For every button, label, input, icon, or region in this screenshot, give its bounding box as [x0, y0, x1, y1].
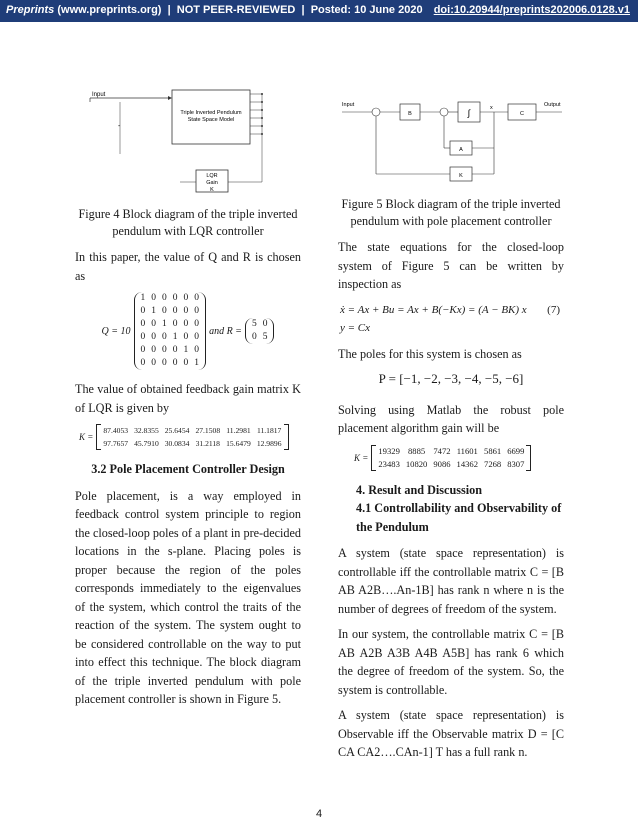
- q-matrix-cell: 0: [172, 345, 178, 355]
- figure-5-diagram: [340, 98, 564, 188]
- banner-left: Preprints (www.preprints.org) | NOT PEER-REVIEWED | Posted: 10 June 2020: [6, 4, 423, 16]
- q-matrix-cell: 1: [162, 319, 167, 329]
- lqr-gain-text: The value of obtained feedback gain matrix K of LQR is given by: [75, 382, 301, 415]
- summing-junction-2: [440, 108, 448, 116]
- pole-placement-k-matrix-cell: 10820: [405, 458, 428, 469]
- pole-placement-k-matrix-cell: 14362: [456, 458, 479, 469]
- lqr-k-matrix: [96, 424, 288, 450]
- pole-placement-k-matrix-cell: 9086: [433, 458, 451, 469]
- lqr-k-matrix-cell: 15.6479: [226, 439, 251, 448]
- preprints-label: Preprints: [6, 4, 55, 16]
- page-number: 4: [315, 808, 323, 820]
- q-matrix-cell: 0: [172, 293, 178, 303]
- q-matrix-cell: 0: [151, 332, 157, 342]
- k-label: K: [459, 173, 463, 179]
- section-4-heading: 4. Result and Discussion: [356, 482, 482, 497]
- pole-placement-k-matrix-cell: 11601: [456, 445, 478, 456]
- and-r-label: and R =: [209, 325, 242, 337]
- pole-placement-k-matrix: [371, 445, 531, 471]
- posted-date: Posted: 10 June 2020: [310, 4, 423, 16]
- lqr-label-3: K: [210, 187, 214, 193]
- pole-placement-k-matrix-cell: 6699: [507, 445, 525, 456]
- left-column: [75, 206, 301, 716]
- q-matrix-cell: 0: [151, 358, 157, 368]
- lqr-k-matrix-cell: 25.6454: [164, 426, 190, 435]
- q-matrix-cell: 0: [183, 319, 189, 329]
- lqr-k-equation: [79, 424, 301, 450]
- state-equation-1: ẋ = Ax + Bu = Ax + B(−Kx) = (A − BK) x: [340, 303, 527, 316]
- r-matrix: [245, 318, 275, 344]
- figure-5-caption: Figure 5 Block diagram of the triple inverted pendulum with pole placement controller: [341, 197, 561, 228]
- q-matrix-cell: 0: [183, 358, 189, 368]
- state-equations: [338, 301, 564, 339]
- q-matrix-cell: 0: [194, 345, 200, 355]
- lqr-k-matrix-cell: 97.7657: [103, 439, 129, 448]
- pole-placement-k-matrix-cell: 7268: [484, 458, 502, 469]
- q-r-intro: In this paper, the value of Q and R is chosen as: [75, 250, 301, 283]
- lqr-k-matrix-cell: 87.4053: [103, 426, 129, 435]
- preprints-site-link[interactable]: (www.preprints.org): [57, 4, 162, 16]
- q-matrix: [134, 292, 207, 370]
- figure-4-diagram: [80, 86, 280, 196]
- pole-placement-k-matrix-cell: 7472: [433, 445, 451, 456]
- section-3-2-heading: 3.2 Pole Placement Controller Design: [91, 462, 285, 476]
- b-label: B: [408, 111, 412, 117]
- poles-intro: The poles for this system is chosen as: [338, 346, 522, 361]
- q-matrix-cell: 0: [162, 358, 167, 368]
- lqr-k-matrix-cell: 31.2118: [195, 439, 220, 448]
- q-matrix-cell: 0: [183, 293, 189, 303]
- lqr-k-matrix-cell: 12.9896: [256, 439, 282, 448]
- pole-placement-k-matrix-cell: 5861: [484, 445, 502, 456]
- system-controllable-paragraph: In our system, the controllable matrix C = [B AB A2B A3B A4B A5B] has rank 6 which the degree of freedom of the system. So, the system is controllable.: [338, 627, 564, 697]
- preprint-banner: [0, 0, 638, 22]
- q-matrix-cell: 0: [162, 293, 167, 303]
- q-matrix-cell: 0: [172, 306, 178, 316]
- pole-placement-k-matrix-cell: 8307: [507, 458, 525, 469]
- q-matrix-cell: 0: [140, 358, 146, 368]
- fig5-output-label: Output: [544, 102, 561, 108]
- q-matrix-cell: 1: [194, 358, 200, 368]
- x-label: x: [490, 105, 493, 111]
- q-matrix-cell: 0: [183, 332, 189, 342]
- model-label-1: Triple Inverted Pendulum: [180, 110, 242, 116]
- q-matrix-cell: 1: [140, 293, 146, 303]
- pole-placement-paragraph: Pole placement, is a way employed in feedback control system principle to region the closed-loop poles of a plant in pre-decided locations in the s-plane. Placing poles is proper because the region of the poles corresponds immediately to the eigenvalues of the system, which control the traits of the reaction of the system. The system ought to be considered controllable on the way to put into effect this technique. The block diagram of the triple inverted pendulum with pole placement controller is shown in Figure 5.: [75, 488, 301, 706]
- equation-number: (7): [547, 303, 560, 316]
- fig4-input-label: Input: [92, 92, 106, 98]
- right-column: [338, 196, 564, 769]
- lqr-k-matrix-cell: 11.1817: [256, 426, 282, 435]
- q-matrix-cell: 0: [151, 293, 157, 303]
- q-matrix-cell: 0: [194, 293, 200, 303]
- section-4-1-heading: 4.1 Controllability and Observability of the Pendulum: [356, 501, 562, 534]
- q-matrix-cell: 0: [140, 306, 146, 316]
- q-matrix-cell: 0: [162, 306, 167, 316]
- q-matrix-cell: 0: [183, 306, 189, 316]
- summing-junction-1: [372, 108, 380, 116]
- q-prefix: Q = 10: [101, 325, 131, 337]
- state-eq-intro: The state equations for the closed-loop system of Figure 5 can be written by inspection as: [338, 240, 564, 291]
- q-matrix-cell: 0: [172, 319, 178, 329]
- r-matrix-cell: 0: [262, 319, 268, 329]
- lqr-k-matrix-cell: 11.2981: [226, 426, 251, 435]
- k-prefix-2: K =: [354, 452, 369, 463]
- figure-4-caption: Figure 4 Block diagram of the triple inverted pendulum with LQR controller: [78, 207, 298, 238]
- r-matrix-cell: 5: [251, 319, 257, 329]
- q-r-equation: [75, 292, 301, 370]
- pole-placement-k-matrix-cell: 23483: [378, 458, 400, 469]
- fig4-minus: -: [118, 123, 121, 130]
- r-matrix-cell: 0: [251, 332, 257, 342]
- q-matrix-cell: 0: [151, 345, 157, 355]
- q-matrix-cell: 0: [194, 306, 200, 316]
- pole-placement-k-matrix-cell: 19329: [378, 445, 400, 456]
- q-matrix-cell: 0: [140, 319, 146, 329]
- doi-link[interactable]: doi:10.20944/preprints202006.0128.v1: [433, 4, 630, 16]
- lqr-k-matrix-cell: 32.8355: [134, 426, 159, 435]
- observability-paragraph: A system (state space representation) is Observable iff the Observable matrix D = [C CA CA2….CAn-1] T has a full rank n.: [338, 708, 564, 759]
- fig5-input-label: Input: [342, 102, 355, 108]
- lqr-k-matrix-cell: 45.7910: [134, 439, 159, 448]
- q-matrix-cell: 0: [172, 358, 178, 368]
- q-matrix-cell: 0: [140, 332, 146, 342]
- matlab-gain-intro: Solving using Matlab the robust pole placement algorithm gain will be: [338, 402, 564, 435]
- state-equation-2: y = Cx: [340, 321, 371, 334]
- controllability-paragraph: A system (state space representation) is controllable iff the controllable matrix C = [B AB A2B….An-1B] has rank n where n is the number of degrees of freedom of the system.: [338, 546, 564, 616]
- pole-placement-k-equation: [354, 445, 564, 471]
- pole-placement-k-matrix-cell: 8885: [408, 445, 426, 456]
- q-matrix-cell: 1: [183, 345, 189, 355]
- peer-review-status: NOT PEER-REVIEWED: [176, 4, 296, 16]
- poles-vector: P = [−1, −2, −3, −4, −5, −6]: [378, 371, 524, 386]
- q-matrix-cell: 0: [162, 332, 167, 342]
- c-label: C: [520, 111, 524, 117]
- q-matrix-cell: 0: [162, 345, 167, 355]
- q-matrix-cell: 1: [172, 332, 178, 342]
- q-matrix-cell: 0: [140, 345, 146, 355]
- r-matrix-cell: 5: [262, 332, 268, 342]
- k-prefix: K =: [79, 431, 94, 442]
- q-matrix-cell: 0: [151, 319, 157, 329]
- lqr-label-1: LQR: [206, 173, 218, 179]
- lqr-k-matrix-cell: 27.1508: [195, 426, 221, 435]
- q-matrix-cell: 0: [194, 319, 200, 329]
- lqr-label-2: Gain: [206, 180, 218, 186]
- q-matrix-cell: 0: [194, 332, 200, 342]
- integral-symbol: ∫: [467, 108, 471, 118]
- a-label: A: [459, 147, 463, 153]
- lqr-k-matrix-cell: 30.0834: [164, 439, 190, 448]
- q-matrix-cell: 1: [151, 306, 157, 316]
- model-label-2: State Space Model: [187, 117, 235, 123]
